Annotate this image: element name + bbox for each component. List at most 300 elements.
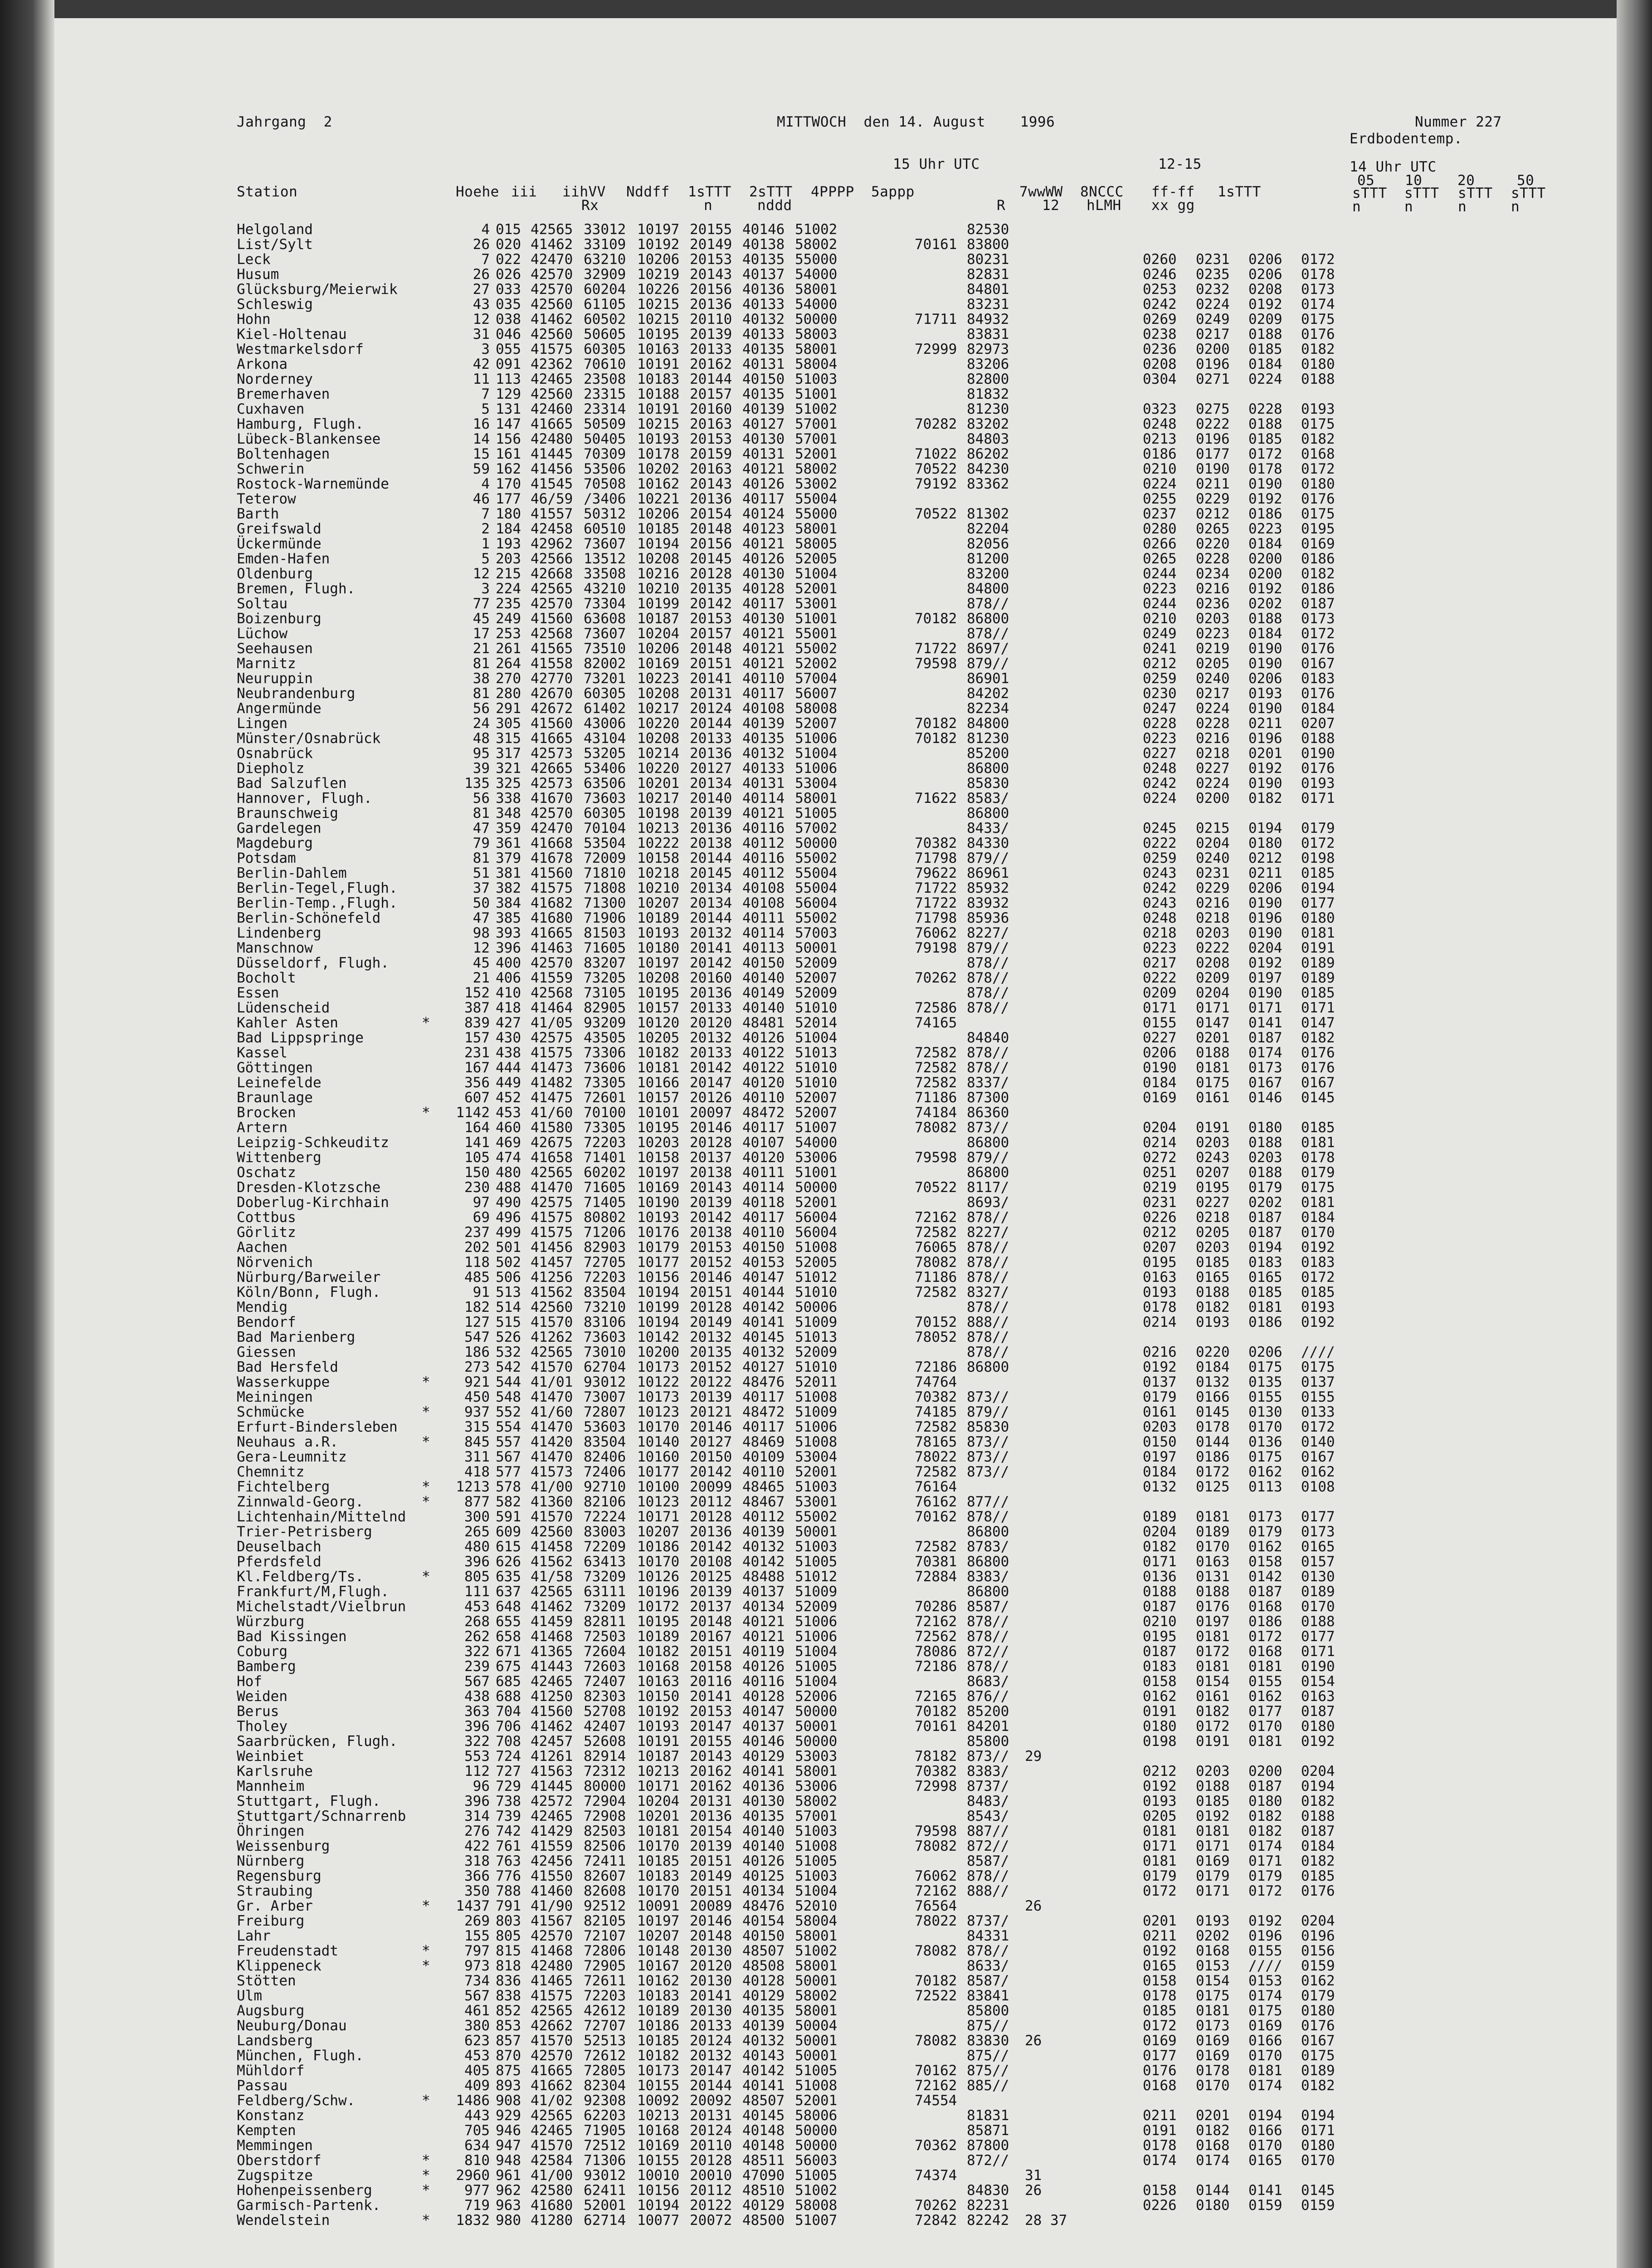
sttt-10-cell: 0218	[1196, 745, 1230, 762]
sttt-20-cell: 0197	[1248, 970, 1282, 986]
iii-cell: 836	[496, 1973, 521, 1989]
sttt-50-cell: 0145	[1301, 2182, 1335, 2199]
sttt-05-cell: 0158	[1143, 2182, 1177, 2199]
mountain-mark-cell: *	[422, 1015, 430, 1031]
sttt-10-cell: 0193	[1196, 1913, 1230, 1929]
station-row	[181, 1195, 1519, 1210]
1sttt-cell: 10156	[637, 1269, 680, 1286]
5appp-cell: 51010	[795, 1060, 838, 1076]
header-hlmh: hLMH	[1087, 197, 1121, 214]
4pppp-cell: 40130	[742, 566, 785, 582]
8nccc-cell: 875//	[967, 2018, 1009, 2034]
7wwww-cell: 78082	[915, 1838, 957, 1854]
sttt-50-cell: 0194	[1301, 880, 1335, 896]
iihvv-cell: 41462	[531, 311, 573, 327]
station-row	[181, 1989, 1519, 2004]
station-name-cell: Stuttgart, Flugh.	[237, 1793, 381, 1809]
8nccc-cell: 872//	[967, 1838, 1009, 1854]
4pppp-cell: 40140	[742, 1823, 785, 1839]
4pppp-cell: 40121	[742, 805, 785, 821]
sttt-05-cell: 0187	[1143, 1598, 1177, 1615]
iihvv-cell: 41560	[531, 1703, 573, 1720]
station-row	[181, 1644, 1519, 1659]
station-row	[181, 1629, 1519, 1644]
1sttt-cell: 10195	[637, 1613, 680, 1630]
1sttt-cell: 10155	[637, 2152, 680, 2169]
sttt-05-cell: 0180	[1143, 1718, 1177, 1735]
8nccc-cell: 873//	[967, 1464, 1009, 1480]
2sttt-cell: 20137	[690, 1598, 732, 1615]
sttt-10-cell: 0144	[1196, 2182, 1230, 2199]
sttt-10-cell: 0211	[1196, 476, 1230, 492]
sttt-50-cell: 0176	[1301, 1045, 1335, 1061]
sttt-50-cell: 0204	[1301, 1913, 1335, 1929]
station-name-cell: Diepholz	[237, 760, 305, 777]
5appp-cell: 53001	[795, 1494, 838, 1510]
hoehe-cell: 12	[473, 311, 490, 327]
sttt-05-cell: 0223	[1143, 581, 1177, 597]
sttt-50-cell: 0194	[1301, 2107, 1335, 2124]
sttt-10-cell: 0231	[1196, 865, 1230, 881]
station-row	[181, 2063, 1519, 2078]
station-name-cell: List/Sylt	[237, 236, 313, 253]
sttt-05-cell: 0204	[1143, 1524, 1177, 1540]
sttt-10-cell: 0228	[1196, 551, 1230, 567]
hoehe-cell: 98	[473, 925, 490, 941]
iii-cell: 742	[496, 1823, 521, 1839]
8nccc-cell: 878//	[967, 1509, 1009, 1525]
station-name-cell: Memmingen	[237, 2137, 313, 2154]
hoehe-cell: 15	[473, 446, 490, 462]
iihvv-cell: 41575	[531, 1209, 573, 1226]
station-row	[181, 1285, 1519, 1300]
8nccc-cell: 878//	[967, 1254, 1009, 1271]
hoehe-cell: 1486	[456, 2092, 490, 2109]
iihvv-cell: 42575	[531, 1030, 573, 1046]
station-name-cell: Stuttgart/Schnarrenb	[237, 1808, 406, 1824]
1sttt-cell: 10173	[637, 1389, 680, 1405]
station-name-cell: Hohn	[237, 311, 271, 327]
sttt-20-cell: 0187	[1248, 1030, 1282, 1046]
hoehe-cell: 4	[481, 476, 490, 492]
hoehe-cell: 5	[481, 401, 490, 417]
iihvv-cell: 41470	[531, 1389, 573, 1405]
2sttt-cell: 20127	[690, 760, 732, 777]
5appp-cell: 51012	[795, 1569, 838, 1585]
sttt-50-cell: 0184	[1301, 1838, 1335, 1854]
sttt-20-cell: 0171	[1248, 1000, 1282, 1016]
nddff-cell: 82406	[584, 1449, 626, 1465]
4pppp-cell: 48507	[742, 2092, 785, 2109]
nddff-cell: 92710	[584, 1479, 626, 1495]
station-name-cell: Fichtelberg	[237, 1479, 330, 1495]
iii-cell: 655	[496, 1613, 521, 1630]
station-name-cell: Mühldorf	[237, 2063, 305, 2079]
station-row	[181, 2078, 1519, 2093]
8nccc-cell: 86202	[967, 446, 1009, 462]
2sttt-cell: 20142	[690, 955, 732, 971]
2sttt-cell: 20157	[690, 626, 732, 642]
hoehe-cell: 623	[464, 2033, 490, 2049]
4pppp-cell: 40150	[742, 955, 785, 971]
station-row	[181, 2153, 1519, 2168]
station-row	[181, 1599, 1519, 1614]
sttt-10-cell: 0181	[1196, 1658, 1230, 1675]
iihvv-cell: 41420	[531, 1434, 573, 1450]
nddff-cell: 82303	[584, 1688, 626, 1705]
sttt-50-cell: 0159	[1301, 1958, 1335, 1974]
nddff-cell: 83504	[584, 1434, 626, 1450]
iii-cell: 033	[496, 281, 521, 298]
4pppp-cell: 40128	[742, 1688, 785, 1705]
nddff-cell: 72805	[584, 2063, 626, 2079]
8nccc-cell: 8697/	[967, 640, 1009, 657]
5appp-cell: 57001	[795, 1808, 838, 1824]
4pppp-cell: 40137	[742, 266, 785, 283]
hoehe-cell: 567	[464, 1673, 490, 1690]
nddff-cell: 73607	[584, 536, 626, 552]
station-name-cell: Garmisch-Partenk.	[237, 2197, 381, 2214]
4pppp-cell: 40117	[742, 1389, 785, 1405]
iii-cell: 852	[496, 2003, 521, 2019]
nddff-cell: 93012	[584, 1374, 626, 1390]
sttt-05-cell: 0161	[1143, 1404, 1177, 1420]
2sttt-cell: 20162	[690, 356, 732, 372]
header-12-15: 12-15	[1158, 156, 1202, 172]
1sttt-cell: 10215	[637, 311, 680, 327]
2sttt-cell: 20127	[690, 1434, 732, 1450]
8nccc-cell: 82056	[967, 536, 1009, 552]
station-row	[181, 222, 1519, 237]
iihvv-cell: 41463	[531, 940, 573, 956]
iihvv-cell: 41458	[531, 1539, 573, 1555]
header-rx: Rx	[581, 197, 599, 214]
iii-cell: 396	[496, 940, 521, 956]
hoehe-cell: 734	[464, 1973, 490, 1989]
7wwww-cell: 79198	[915, 940, 957, 956]
iihvv-cell: 42565	[531, 1164, 573, 1181]
7wwww-cell: 79598	[915, 1149, 957, 1166]
sttt-05-cell: 0238	[1143, 326, 1177, 342]
sttt-20-cell: 0113	[1248, 1479, 1282, 1495]
station-name-cell: Bocholt	[237, 970, 296, 986]
sttt-50-cell: 0154	[1301, 1673, 1335, 1690]
nddff-cell: 82304	[584, 2077, 626, 2094]
iihvv-cell: 42675	[531, 1134, 573, 1151]
4pppp-cell: 40135	[742, 2003, 785, 2019]
sttt-50-cell: 0162	[1301, 1973, 1335, 1989]
iii-cell: 385	[496, 910, 521, 926]
5appp-cell: 52009	[795, 1598, 838, 1615]
sttt-20-cell: 0136	[1248, 1434, 1282, 1450]
sttt-05-cell: 0217	[1143, 955, 1177, 971]
5appp-cell: 51004	[795, 745, 838, 762]
station-name-cell: Brocken	[237, 1105, 296, 1121]
sttt-50-cell: 0181	[1301, 1194, 1335, 1211]
station-row	[181, 821, 1519, 836]
5appp-cell: 58003	[795, 326, 838, 342]
7wwww-cell: 72884	[915, 1569, 957, 1585]
sttt-05-cell: 0244	[1143, 596, 1177, 612]
sttt-50-cell: 0188	[1301, 1808, 1335, 1824]
sttt-10-cell: 0234	[1196, 566, 1230, 582]
station-row	[181, 701, 1519, 716]
iii-cell: 170	[496, 476, 521, 492]
station-name-cell: Lübeck-Blankensee	[237, 431, 381, 447]
iihvv-cell: 42465	[531, 2122, 573, 2139]
station-row	[181, 402, 1519, 417]
station-row	[181, 537, 1519, 552]
sttt-10-cell: 0216	[1196, 581, 1230, 597]
iii-cell: 410	[496, 985, 521, 1001]
5appp-cell: 51004	[795, 566, 838, 582]
8nccc-cell: 873//	[967, 1389, 1009, 1405]
2sttt-cell: 20136	[690, 491, 732, 507]
hoehe-cell: 97	[473, 1194, 490, 1211]
sttt-20-cell: 0158	[1248, 1554, 1282, 1570]
2sttt-cell: 20148	[690, 640, 732, 657]
sttt-10-cell: 0161	[1196, 1090, 1230, 1106]
sttt-50-cell: 0177	[1301, 1628, 1335, 1645]
station-name-cell: Tholey	[237, 1718, 288, 1735]
2sttt-cell: 20130	[690, 1943, 732, 1959]
5appp-cell: 51009	[795, 1584, 838, 1600]
8nccc-cell: 888//	[967, 1883, 1009, 1899]
sttt-50-cell: 0184	[1301, 700, 1335, 717]
iihvv-cell: 41575	[531, 1045, 573, 1061]
sttt-50-cell: 0193	[1301, 775, 1335, 792]
mountain-mark-cell: *	[422, 1105, 430, 1121]
sttt-05-cell: 0209	[1143, 985, 1177, 1001]
sttt-10-cell: 0165	[1196, 1269, 1230, 1286]
4pppp-cell: 40150	[742, 371, 785, 387]
station-row	[181, 941, 1519, 956]
iii-cell: 591	[496, 1509, 521, 1525]
iihvv-cell: 41668	[531, 835, 573, 851]
sttt-05-cell: 0171	[1143, 1554, 1177, 1570]
nddff-cell: 13512	[584, 551, 626, 567]
iihvv-cell: 42565	[531, 2107, 573, 2124]
hoehe-cell: 141	[464, 1134, 490, 1151]
1sttt-cell: 10217	[637, 790, 680, 807]
station-row	[181, 896, 1519, 911]
5appp-cell: 53002	[795, 476, 838, 492]
hoehe-cell: 387	[464, 1000, 490, 1016]
hoehe-cell: 977	[464, 2182, 490, 2199]
sttt-50-cell: 0170	[1301, 2152, 1335, 2169]
8nccc-cell: 878//	[967, 1269, 1009, 1286]
2sttt-cell: 20149	[690, 236, 732, 253]
iihvv-cell: 46/59	[531, 491, 573, 507]
sttt-10-cell: 0169	[1196, 1853, 1230, 1869]
station-row	[181, 971, 1519, 986]
hoehe-cell: 300	[464, 1509, 490, 1525]
1sttt-cell: 10123	[637, 1404, 680, 1420]
sttt-05-cell: 0243	[1143, 865, 1177, 881]
nddff-cell: 73306	[584, 1045, 626, 1061]
5appp-cell: 55002	[795, 850, 838, 866]
1sttt-cell: 10193	[637, 1209, 680, 1226]
5appp-cell: 51008	[795, 1838, 838, 1854]
station-row	[181, 791, 1519, 806]
5appp-cell: 51004	[795, 1030, 838, 1046]
station-row	[181, 1540, 1519, 1554]
station-name-cell: Göttingen	[237, 1060, 313, 1076]
sttt-50-cell: 0184	[1301, 1209, 1335, 1226]
iii-cell: 452	[496, 1090, 521, 1106]
iii-cell: 055	[496, 341, 521, 357]
sttt-20-cell: 0181	[1248, 1733, 1282, 1750]
5appp-cell: 52011	[795, 1374, 838, 1390]
sttt-20-cell: 0166	[1248, 2122, 1282, 2139]
1sttt-cell: 10092	[637, 2092, 680, 2109]
iihvv-cell: 41560	[531, 715, 573, 732]
sttt-20-cell: 0188	[1248, 416, 1282, 432]
sttt-20-cell: 0186	[1248, 1613, 1282, 1630]
sttt-20-cell: 0182	[1248, 1823, 1282, 1839]
sttt-20-cell: 0192	[1248, 581, 1282, 597]
sttt-50-cell: 0172	[1301, 835, 1335, 851]
station-name-cell: Weissenburg	[237, 1838, 330, 1854]
sttt-50-cell: 0192	[1301, 1314, 1335, 1330]
7wwww-cell: 70362	[915, 2137, 957, 2154]
station-name-cell: Bremerhaven	[237, 386, 330, 402]
sttt-05-cell: 0247	[1143, 700, 1177, 717]
iihvv-cell: 41482	[531, 1075, 573, 1091]
sttt-05-cell: 0136	[1143, 1569, 1177, 1585]
sttt-05-cell: 0212	[1143, 655, 1177, 672]
iii-cell: 513	[496, 1284, 521, 1300]
hoehe-cell: 47	[473, 820, 490, 836]
5appp-cell: 58005	[795, 536, 838, 552]
2sttt-cell: 20162	[690, 1763, 732, 1779]
8nccc-cell: 85200	[967, 745, 1009, 762]
4pppp-cell: 40141	[742, 1763, 785, 1779]
sttt-50-cell: 0108	[1301, 1479, 1335, 1495]
5appp-cell: 58001	[795, 281, 838, 298]
hoehe-cell: 705	[464, 2122, 490, 2139]
header-n: n	[704, 197, 713, 214]
header-station: Station	[237, 184, 298, 200]
5appp-cell: 51005	[795, 1554, 838, 1570]
nddff-cell: 71405	[584, 1194, 626, 1211]
1sttt-cell: 10122	[637, 1374, 680, 1390]
iii-cell: 685	[496, 1673, 521, 1690]
station-row	[181, 1839, 1519, 1854]
station-name-cell: Westmarkelsdorf	[237, 341, 364, 357]
nddff-cell: 52608	[584, 1733, 626, 1750]
sttt-10-cell: 0196	[1196, 356, 1230, 372]
station-row	[181, 1749, 1519, 1764]
nddff-cell: 61105	[584, 296, 626, 313]
station-row	[181, 836, 1519, 851]
iii-cell: 261	[496, 640, 521, 657]
mountain-mark-cell: *	[422, 1958, 430, 1974]
sttt-50-cell: 0177	[1301, 895, 1335, 911]
iihvv-cell: 41470	[531, 1449, 573, 1465]
station-row	[181, 552, 1519, 567]
2sttt-cell: 20010	[690, 2167, 732, 2184]
1sttt-cell: 10185	[637, 521, 680, 537]
7wwww-cell: 70161	[915, 236, 957, 253]
8nccc-cell: 8587/	[967, 1973, 1009, 1989]
2sttt-cell: 20141	[690, 670, 732, 687]
station-name-cell: Neuhaus a.R.	[237, 1434, 338, 1450]
5appp-cell: 50001	[795, 1718, 838, 1735]
iii-cell: 418	[496, 1000, 521, 1016]
hoehe-cell: 380	[464, 2018, 490, 2034]
station-row	[181, 2198, 1519, 2213]
sttt-10-cell: 0163	[1196, 1554, 1230, 1570]
1sttt-cell: 10182	[637, 1643, 680, 1660]
5appp-cell: 50000	[795, 835, 838, 851]
nddff-cell: 72601	[584, 1090, 626, 1106]
sttt-10-cell: 0170	[1196, 2077, 1230, 2094]
station-name-cell: Aachen	[237, 1239, 288, 1256]
hoehe-cell: 12	[473, 940, 490, 956]
8nccc-cell: 84803	[967, 431, 1009, 447]
7wwww-cell: 70182	[915, 730, 957, 747]
sttt-05-cell: 0176	[1143, 2063, 1177, 2079]
1sttt-cell: 10157	[637, 1000, 680, 1016]
1sttt-cell: 10208	[637, 551, 680, 567]
nddff-cell: 60510	[584, 521, 626, 537]
1sttt-cell: 10171	[637, 1509, 680, 1525]
5appp-cell: 53004	[795, 775, 838, 792]
station-row	[181, 2093, 1519, 2108]
7wwww-cell: 72186	[915, 1658, 957, 1675]
sttt-20-cell: 0190	[1248, 895, 1282, 911]
5appp-cell: 56003	[795, 2152, 838, 2169]
sttt-05-cell: 0212	[1143, 1224, 1177, 1241]
1sttt-cell: 10170	[637, 1554, 680, 1570]
1sttt-cell: 10192	[637, 1703, 680, 1720]
1sttt-cell: 10163	[637, 1673, 680, 1690]
station-name-cell: Berlin-Temp.,Flugh.	[237, 895, 398, 911]
sttt-05-cell: 0210	[1143, 461, 1177, 477]
nddff-cell: 92512	[584, 1898, 626, 1914]
nddff-cell: 33508	[584, 566, 626, 582]
station-row	[181, 1959, 1519, 1974]
station-name-cell: Boizenburg	[237, 611, 322, 627]
sttt-20-cell: 0211	[1248, 865, 1282, 881]
iihvv-cell: 42560	[531, 1299, 573, 1315]
1sttt-cell: 10183	[637, 1868, 680, 1884]
sttt-05-cell: 0203	[1143, 1419, 1177, 1435]
4pppp-cell: 40109	[742, 1449, 785, 1465]
2sttt-cell: 20136	[690, 296, 732, 313]
2sttt-cell: 20139	[690, 326, 732, 342]
nddff-cell: 71300	[584, 895, 626, 911]
mountain-mark-cell: *	[422, 2167, 430, 2184]
station-row	[181, 2213, 1519, 2228]
sttt-20-cell: 0190	[1248, 700, 1282, 717]
2sttt-cell: 20147	[690, 2063, 732, 2079]
hoehe-cell: 11	[473, 371, 490, 387]
station-name-cell: Norderney	[237, 371, 313, 387]
8nccc-cell: 83830	[967, 2033, 1009, 2049]
8nccc-cell: 81200	[967, 551, 1009, 567]
iihvv-cell: 42573	[531, 775, 573, 792]
sttt-20-cell: 0194	[1248, 1239, 1282, 1256]
5appp-cell: 51005	[795, 2167, 838, 2184]
2sttt-cell: 20145	[690, 865, 732, 881]
sttt-10-cell: 0201	[1196, 1030, 1230, 1046]
sttt-10-cell: 0125	[1196, 1479, 1230, 1495]
2sttt-cell: 20167	[690, 1628, 732, 1645]
station-row	[181, 1465, 1519, 1480]
nddff-cell: 72604	[584, 1643, 626, 1660]
